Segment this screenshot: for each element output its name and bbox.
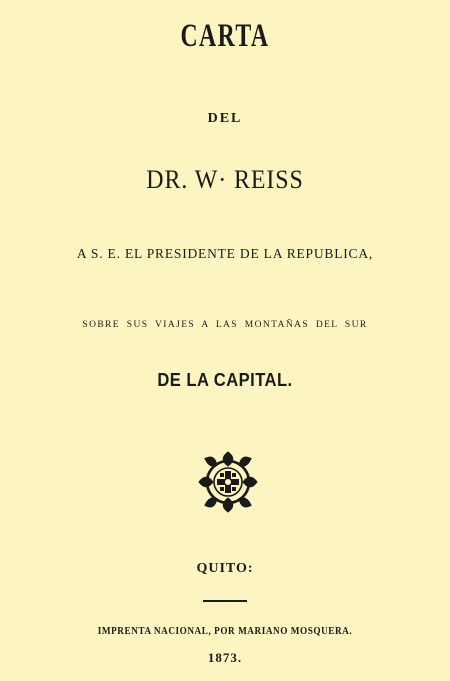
divider-rule <box>203 600 247 602</box>
addressee-line: A S. E. EL PRESIDENTE DE LA REPUBLICA, <box>76 246 374 261</box>
page-title: CARTA <box>180 18 270 54</box>
subject-line-2: DE LA CAPITAL. <box>157 370 293 390</box>
place-of-publication: QUITO: <box>196 561 254 576</box>
printer-imprint: IMPRENTA NACIONAL, POR MARIANO MOSQUERA. <box>97 626 353 637</box>
publication-year: 1873. <box>207 650 243 665</box>
cross-fleuron-icon <box>196 449 260 515</box>
subject-line-1: SOBRE SUS VIAJES A LAS MONTAÑAS DEL SUR <box>82 320 368 330</box>
connector-text: DEL <box>207 111 243 126</box>
author-name: DR. W· REISS <box>146 165 304 194</box>
